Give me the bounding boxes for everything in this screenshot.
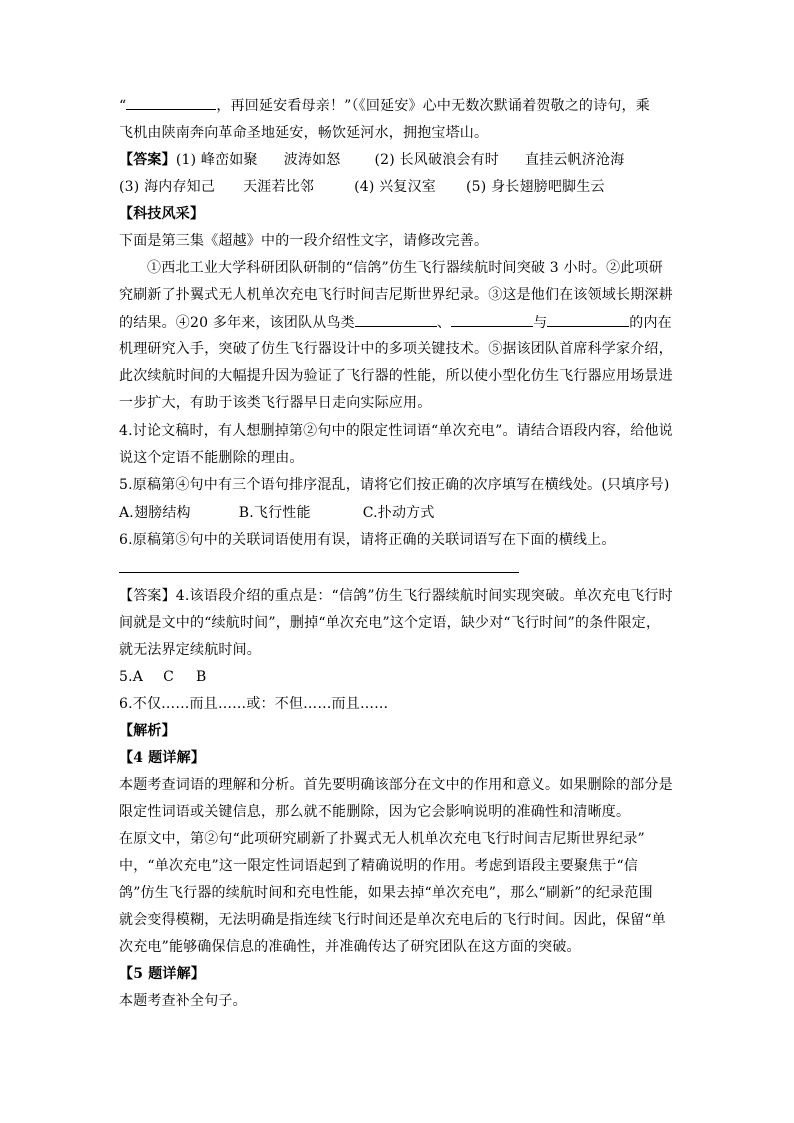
q5-detail-heading: 【5 题详解】	[119, 966, 206, 982]
analysis-line: 中，“单次充电”这一限定性词语起到了精确说明的作用。考虑到语段主要聚焦于“信	[119, 858, 639, 874]
q4-detail-heading: 【4 题详解】	[119, 750, 206, 766]
analysis-line: 限定性词语或关键信息，那么就不能删除，因为它会影响说明的准确性和清晰度。	[119, 804, 631, 820]
answer-item: (4) 兴复汉室	[354, 179, 436, 195]
option-c: C.扑动方式	[362, 505, 435, 521]
answer-tag: 【答案】	[119, 152, 176, 168]
passage-line: 此次续航时间的大幅提升因为验证了飞行器的性能，所以使小型化仿生飞行器应用场景进	[119, 368, 673, 384]
answer-4-line-3: 就无法界定续航时间。	[119, 642, 261, 658]
question-4-cont: 说这个定语不能删除的理由。	[119, 450, 304, 466]
answer-rule	[119, 572, 519, 573]
passage-line: ①西北工业大学科研团队研制的“信鸽”仿生飞行器续航时间突破 3 小时。②此项研	[147, 260, 663, 276]
open-quote: “	[119, 98, 127, 114]
answer-item: (1) 峰峦如聚	[175, 152, 258, 168]
poem-line-2: 飞机由陕南奔向革命圣地延安，畅饮延河水，拥抱宝塔山。	[119, 125, 489, 141]
answer-line-1	[119, 150, 624, 170]
answer-item: 5.A	[119, 669, 144, 685]
analysis-heading: 【解析】	[119, 723, 176, 739]
poem-line-1	[119, 95, 650, 116]
answer-item: 直挂云帆济沧海	[525, 152, 625, 168]
passage-text: 的内在	[629, 315, 672, 331]
answer-4-line-2: 间就是文中的“续航时间”，删掉“单次充电”这个定语，缺少对“飞行时间”的条件限定，	[119, 615, 661, 631]
passage-line: 究刷新了扑翼式无人机单次充电飞行时间吉尼斯世界纪录。③这是他们在该领域长期深耕	[119, 287, 673, 303]
answer-5	[119, 667, 207, 687]
answer-item: 波涛如怒	[283, 152, 341, 168]
answer-item: (3) 海内存知己	[119, 179, 216, 195]
answer-line-2	[119, 177, 605, 197]
answer-4-line-1: 【答案】4.该语段介绍的重点是：“信鸽”仿生飞行器续航时间实现突破。单次充电飞行时	[119, 588, 673, 604]
passage-text: 与	[533, 315, 548, 331]
analysis-line: 鸽”仿生飞行器的续航时间和充电性能，如果去掉“单次充电”，那么“刷新”的纪录范围	[119, 885, 653, 901]
option-b: B.飞行性能	[238, 505, 311, 521]
question-4: 4.讨论文稿时，有人想删掉第②句中的限定性词语“单次充电”。请结合语段内容，给他说	[119, 423, 673, 439]
analysis-line: 就会变得模糊，无法明确是指连续飞行时间还是单次充电后的飞行时间。因此，保留“单	[119, 912, 666, 928]
section-heading: 【科技风采】	[119, 206, 205, 222]
poem-text: ，再回延安看母亲！”（《回延安》心中无数次默诵着贺敬之的诗句，乘	[216, 98, 650, 114]
answer-item: B	[196, 669, 207, 685]
question-6: 6.原稿第⑤句中的关联词语使用有误，请将正确的关联词语写在下面的横线上。	[119, 532, 616, 548]
answer-6: 6.不仅……而且……或：不但……而且……	[119, 696, 389, 712]
analysis-line: 次充电”能够确保信息的准确性，并准确传达了研究团队在这方面的突破。	[119, 939, 581, 955]
answer-item: 天涯若比邻	[243, 179, 315, 195]
answer-item: C	[163, 669, 174, 685]
fill-blank	[355, 312, 437, 327]
analysis-line: 本题考查补全句子。	[119, 993, 247, 1009]
question-5-options	[119, 503, 435, 523]
passage-text: 的结果。④20 多年来，该团队从鸟类	[119, 315, 355, 331]
passage-line: 机理研究入手，突破了仿生飞行器设计中的多项关键技术。⑤据该团队首席科学家介绍，	[119, 341, 673, 357]
option-a: A.翅膀结构	[119, 505, 191, 521]
analysis-line: 本题考查词语的理解和分析。首先要明确该部分在文中的作用和意义。如果删除的部分是	[119, 777, 673, 793]
fill-blank	[547, 312, 629, 327]
fill-blank	[126, 95, 216, 110]
question-5: 5.原稿第④句中有三个语句排序混乱，请将它们按正确的次序填写在横线处。(只填序号)	[119, 477, 670, 493]
instruction-line: 下面是第三集《超越》中的一段介绍性文字，请修改完善。	[119, 233, 489, 249]
passage-line-blanks	[119, 312, 672, 333]
analysis-line: 在原文中，第②句“此项研究刷新了扑翼式无人机单次充电飞行时间吉尼斯世界纪录”	[119, 831, 645, 847]
answer-item: (2) 长风破浪会有时	[374, 152, 499, 168]
fill-blank	[451, 312, 533, 327]
passage-text: 、	[436, 315, 452, 331]
answer-item: (5) 身长翅膀吧脚生云	[465, 179, 605, 195]
passage-line: 一步扩大，有助于该类飞行器早日走向实际应用。	[119, 395, 432, 411]
